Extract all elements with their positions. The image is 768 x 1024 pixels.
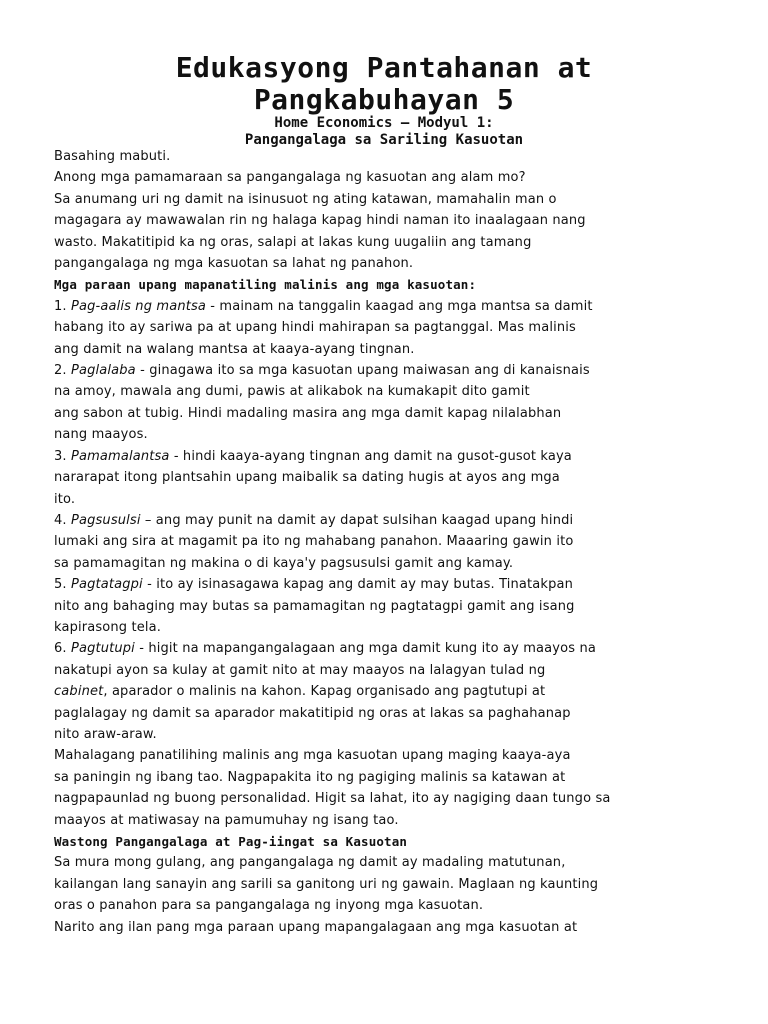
paragraph-line: sa paningin ng ibang tao. Nagpapakita ito ng pagiging malinis sa katawan at xyxy=(54,769,566,785)
list-item-4 xyxy=(54,510,734,531)
list-item-line: ang damit na walang mantsa at kaaya-ayang tingnan. xyxy=(54,341,415,357)
list-number: 3. xyxy=(54,448,71,464)
document-body xyxy=(54,146,734,938)
list-term: Paglalaba xyxy=(71,363,136,379)
document-title-line-1: Edukasyong Pantahanan at xyxy=(175,51,593,84)
list-term: cabinet xyxy=(54,684,104,700)
intro-line: magagara ay mawawalan rin ng halaga kapag hindi naman ito inaalagaan nang xyxy=(54,213,586,229)
intro-line: Anong mga pamamaraan sa pangangalaga ng kasuotan ang alam mo? xyxy=(54,170,526,186)
list-text: - ito ay isinasagawa kapag ang damit ay may butas. Tinatakpan xyxy=(142,577,573,593)
paragraph-line: kailangan lang sanayin ang sarili sa ganitong uri ng gawain. Maglaan ng kaunting xyxy=(54,876,599,892)
list-item-3 xyxy=(54,446,734,467)
list-item-line: nang maayos. xyxy=(54,427,148,443)
list-item-line: sa pamamagitan ng makina o di kaya'y pagsusulsi gamit ang kamay. xyxy=(54,555,514,571)
module-label: Home Economics – Modyul 1: xyxy=(274,115,494,131)
list-item-line: kapirasong tela. xyxy=(54,619,161,635)
list-item-line: paglalagay ng damit sa aparador makatitipid ng oras at lakas sa paghahanap xyxy=(54,705,571,721)
list-term: Pamamalantsa xyxy=(71,448,170,464)
section-heading-care: Wastong Pangangalaga at Pag-iingat sa Kasuotan xyxy=(54,834,408,849)
paragraph-line: Narito ang ilan pang mga paraan upang mapangalagaan ang mga kasuotan at xyxy=(54,919,578,935)
list-term: Pagtatagpi xyxy=(71,577,143,593)
list-text: - ginagawa ito sa mga kasuotan upang maiwasan ang di kanaisnais xyxy=(135,363,590,379)
list-item-6 xyxy=(54,638,734,659)
intro-line: wasto. Makatitipid ka ng oras, salapi at lakas kung uugaliin ang tamang xyxy=(54,234,532,250)
list-item-line: habang ito ay sariwa pa at upang hindi mahirapan sa pagtanggal. Mas malinis xyxy=(54,320,576,336)
list-item-line: nito ang bahaging may butas sa pamamagitan ng pagtatagpi gamit ang isang xyxy=(54,598,575,614)
list-item-line: lumaki ang sira at magamit pa ito ng mahabang panahon. Maaaring gawin ito xyxy=(54,534,574,550)
paragraph-line: Mahalagang panatilihing malinis ang mga kasuotan upang maging kaaya-aya xyxy=(54,748,571,764)
paragraph-line: maayos at matiwasay na pamumuhay ng isang tao. xyxy=(54,812,399,828)
document-title-line-2: Pangkabuhayan 5 xyxy=(253,83,515,116)
list-item-line: ang sabon at tubig. Hindi madaling masira ang mga damit kapag nilalabhan xyxy=(54,405,562,421)
list-item-line xyxy=(54,681,734,702)
list-text: - mainam na tanggalin kaagad ang mga mantsa sa damit xyxy=(206,298,593,314)
list-number: 5. xyxy=(54,577,71,593)
list-item-line: nito araw-araw. xyxy=(54,726,157,742)
list-item-line: na amoy, mawala ang dumi, pawis at alikabok na kumakapit dito gamit xyxy=(54,384,530,400)
list-number: 4. xyxy=(54,512,71,528)
list-term: Pag-aalis ng mantsa xyxy=(71,298,206,314)
list-item-line: nararapat itong plantsahin upang maibalik sa dating hugis at ayos ang mga xyxy=(54,470,560,486)
list-term: Pagsusulsi xyxy=(71,512,141,528)
intro-line: Sa anumang uri ng damit na isinusuot ng ating katawan, mamahalin man o xyxy=(54,191,557,207)
paragraph-line: Sa mura mong gulang, ang pangangalaga ng damit ay madaling matutunan, xyxy=(54,855,566,871)
intro-line: pangangalaga ng mga kasuotan sa lahat ng panahon. xyxy=(54,256,414,272)
list-text: – ang may punit na damit ay dapat sulsihan kaagad upang hindi xyxy=(140,512,574,528)
list-number: 2. xyxy=(54,363,71,379)
module-title: Pangangalaga sa Sariling Kasuotan xyxy=(244,132,524,148)
intro-line: Basahing mabuti. xyxy=(54,149,171,164)
list-item-5 xyxy=(54,574,734,595)
list-number: 6. xyxy=(54,641,71,657)
list-number: 1. xyxy=(54,298,71,314)
list-item-2 xyxy=(54,360,734,381)
list-text: - hindi kaaya-ayang tingnan ang damit na gusot-gusot kaya xyxy=(169,448,572,464)
list-term: Pagtutupi xyxy=(71,641,135,657)
paragraph-line: nagpapaunlad ng buong personalidad. Higit sa lahat, ito ay nagiging daan tungo sa xyxy=(54,791,611,807)
list-item-1 xyxy=(54,296,734,317)
list-item-line: nakatupi ayon sa kulay at gamit nito at may maayos na lalagyan tulad ng xyxy=(54,662,546,678)
list-text: - higit na mapangangalagaan ang mga damit kung ito ay maayos na xyxy=(134,641,596,657)
list-item-line: ito. xyxy=(54,491,76,507)
section-heading-ways: Mga paraan upang mapanatiling malinis ang mga kasuotan: xyxy=(54,277,477,293)
list-text: , aparador o malinis na kahon. Kapag organisado ang pagtutupi at xyxy=(103,684,546,700)
paragraph-line: oras o panahon para sa pangangalaga ng inyong mga kasuotan. xyxy=(54,898,484,914)
